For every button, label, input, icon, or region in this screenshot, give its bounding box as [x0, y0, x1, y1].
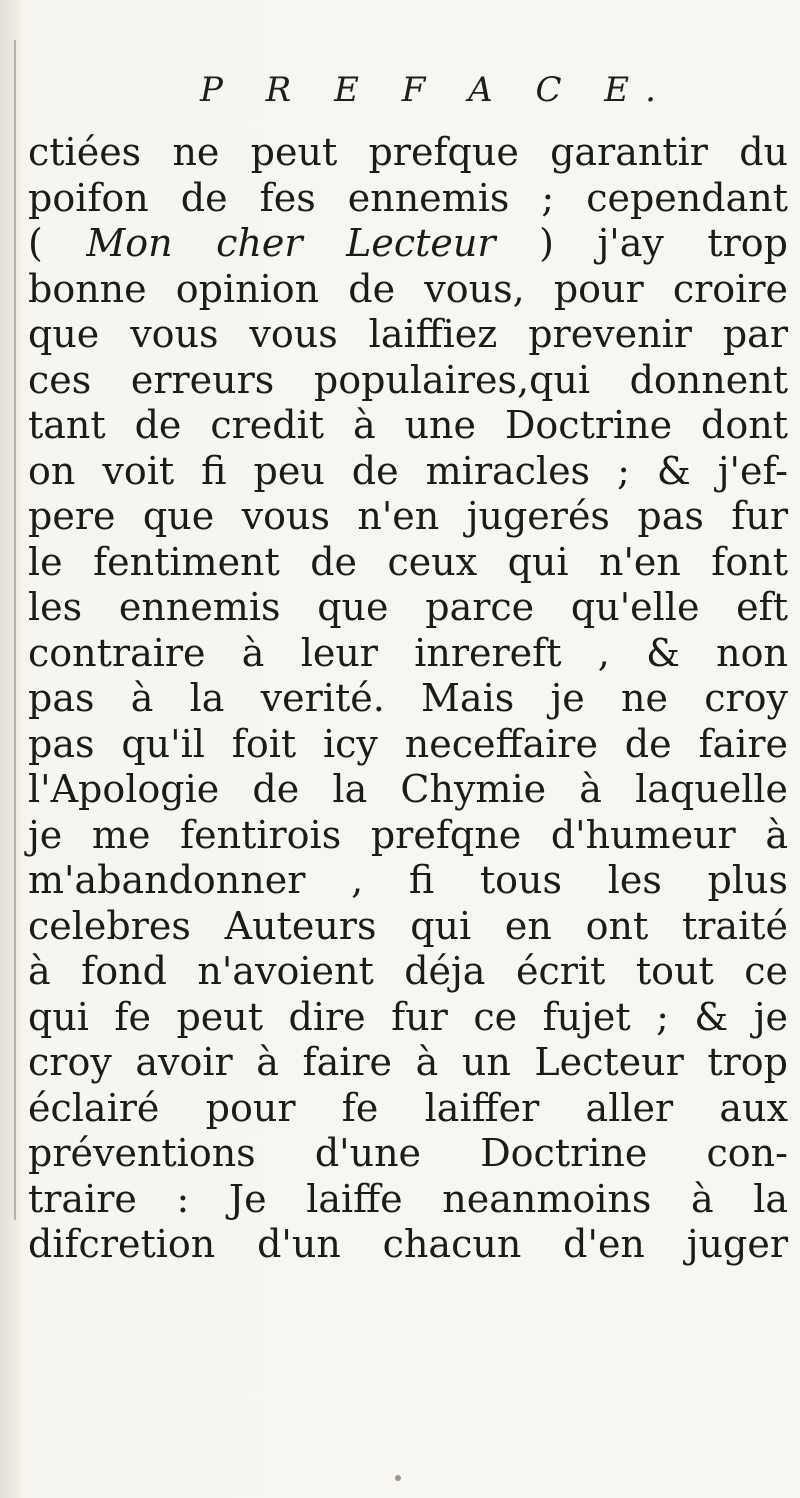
text-line-24: traire : Je laiffe neanmoins à la	[28, 1176, 788, 1221]
text-line-19: à fond n'avoient déja écrit tout ce	[28, 949, 788, 993]
text-line-2: poifon de fes ennemis ; cependant	[28, 175, 788, 220]
binding-line	[14, 40, 16, 1220]
text-line-9: pere que vous n'en jugerés pas fur	[28, 494, 788, 538]
italic-address: Mon cher Lecteur	[86, 221, 496, 265]
text-line-21: croy avoir à faire à un Lecteur trop	[28, 1040, 788, 1084]
text-line-15: l'Apologie de la Chymie à laquelle	[28, 767, 788, 811]
text-line-22: éclairé pour fe laiffer aller aux	[28, 1085, 788, 1130]
text-line-13: pas à la verité. Mais je ne croy	[28, 676, 788, 720]
text-line-23: préventions d'une Doctrine con-	[28, 1131, 788, 1175]
text-line-25: difcretion d'un chacun d'en juger	[28, 1222, 788, 1266]
binding-edge	[0, 0, 22, 1498]
text-line-3-after: ) j'ay trop	[495, 221, 788, 265]
ink-speck	[395, 1475, 401, 1481]
text-line-4: bonne opinion de vous, pour croire	[28, 266, 788, 311]
text-line-11: les ennemis que parce qu'elle eft	[28, 585, 788, 629]
text-line-1: ctiées ne peut prefque garantir du	[28, 130, 788, 174]
text-line-14: pas qu'il foit icy neceffaire de faire	[28, 721, 788, 766]
running-head: P R E F A C E.	[200, 70, 672, 110]
text-line-7: tant de credit à une Doctrine dont	[28, 403, 788, 447]
text-line-6: ces erreurs populaires,qui donnent	[28, 357, 788, 402]
text-line-16: je me fentirois prefqne d'humeur à	[28, 812, 788, 857]
text-line-18: celebres Auteurs qui en ont traité	[28, 903, 788, 948]
text-line-3-before: (	[28, 221, 87, 265]
text-line-10: le fentiment de ceux qui n'en font	[28, 539, 788, 584]
body-text	[28, 130, 788, 1268]
text-line-8: on voit fi peu de miracles ; & j'ef-	[28, 448, 788, 493]
text-line-12: contraire à leur inrereft , & non	[28, 630, 788, 675]
text-line-3	[28, 221, 788, 267]
text-line-20: qui fe peut dire fur ce fujet ; & je	[28, 994, 788, 1039]
text-line-17: m'abandonner , fi tous les plus	[28, 858, 788, 902]
text-line-5: que vous vous laiffiez prevenir par	[28, 312, 788, 356]
